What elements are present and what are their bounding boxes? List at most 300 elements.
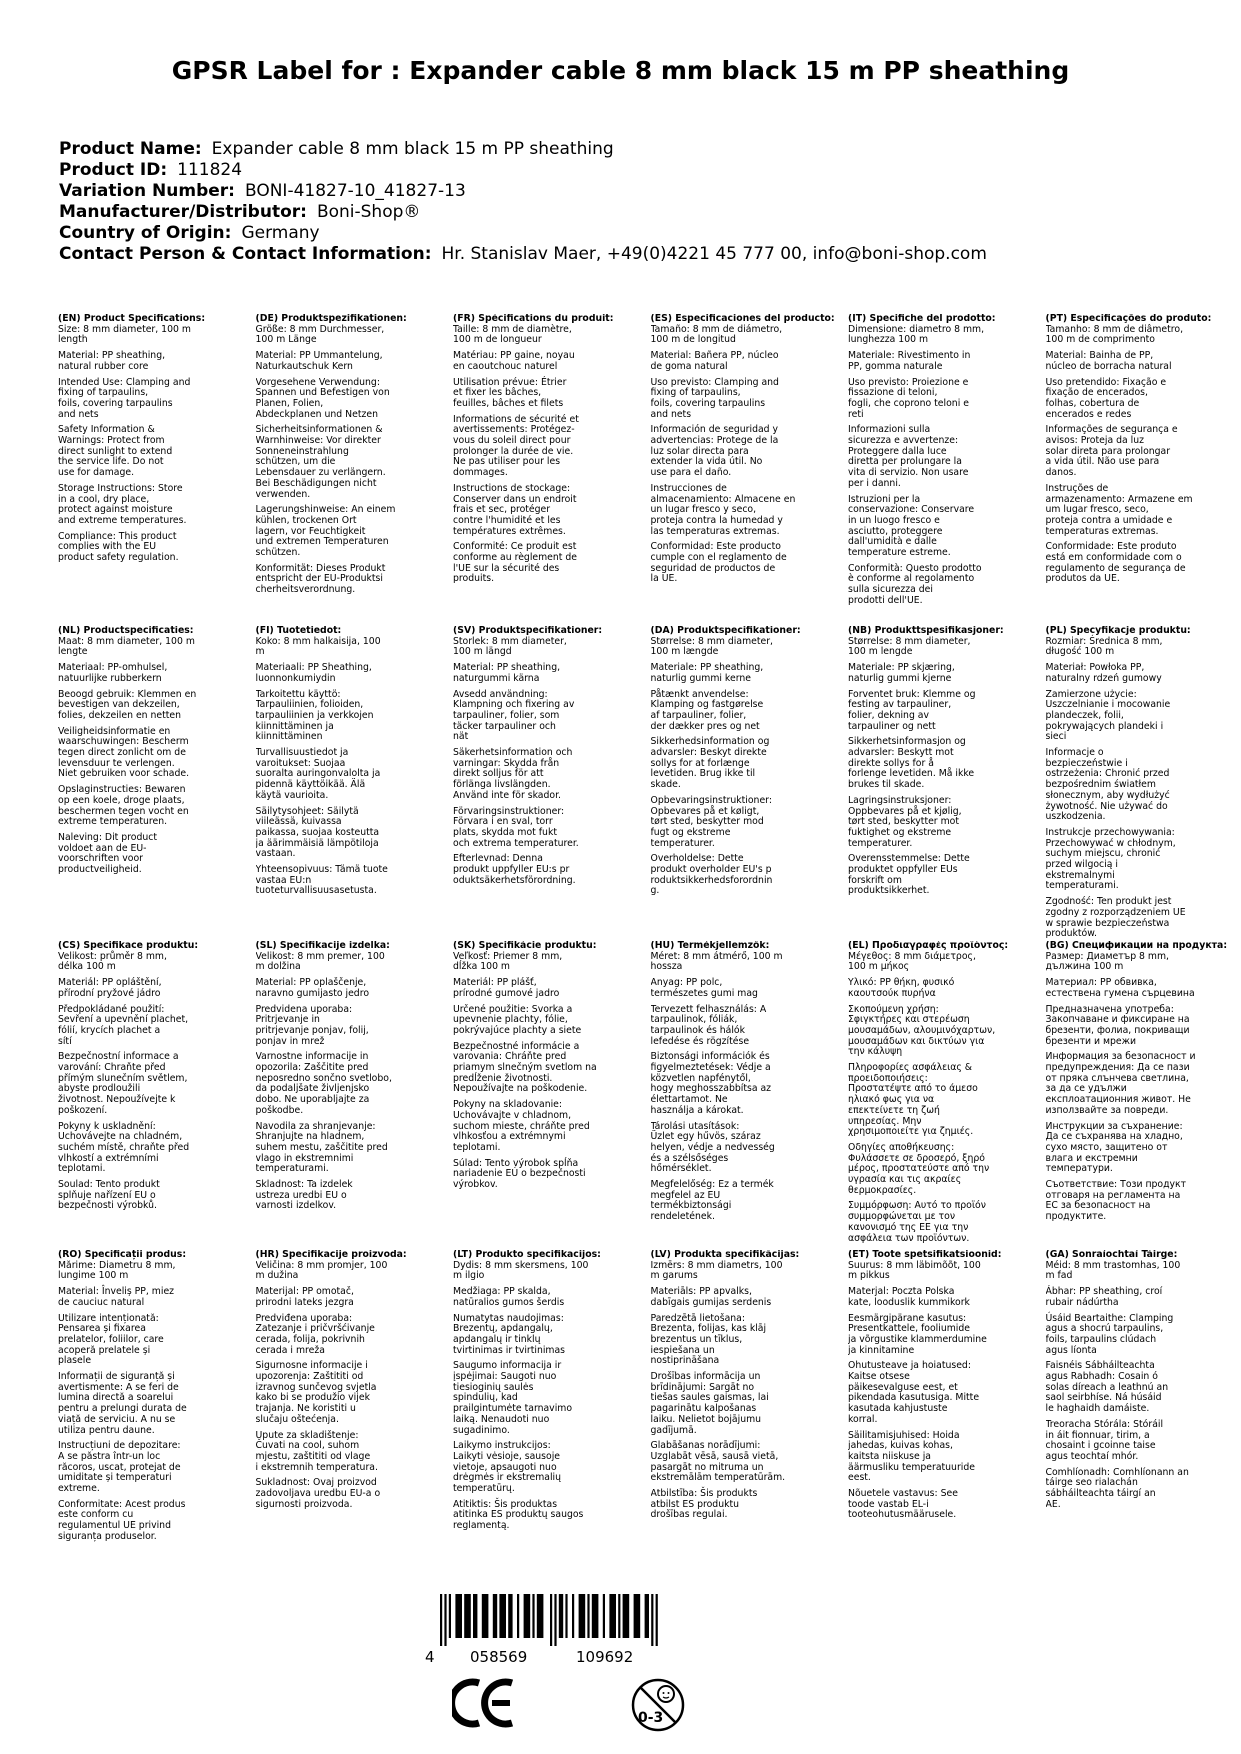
spec-line: avisos: Proteja da luz (1045, 435, 1145, 447)
spec-line: Méid: 8 mm trastomhas, 100 (1045, 1259, 1181, 1271)
spec-line: Utilizare intenționată: (58, 1312, 159, 1324)
spec-line: Velikost: 8 mm premer, 100 (255, 950, 385, 962)
spec-line: per i danni. (848, 477, 901, 489)
spec-line: vous du soleil direct pour (453, 435, 571, 447)
spec-line: Conformité: Ce produit est (453, 541, 577, 553)
spec-line: Materiaali: PP Sheathing, (255, 662, 372, 674)
spec-line: temperaturer. (848, 837, 913, 849)
spec-line: Materjal: Poczta Polska (848, 1286, 955, 1298)
barcode-bar (634, 1594, 641, 1638)
spec-line: und extremen Temperaturen (255, 536, 389, 548)
language-spec-heading: (PT) Especificações do produto: (1045, 314, 1212, 324)
spec-line: temperaturer. (650, 837, 715, 849)
spec-line: tegen direct zonlicht om de (58, 747, 186, 759)
spec-line: temperatūrų. (453, 1483, 515, 1495)
spec-line: agus a shocrú tarpaulins, (1045, 1323, 1164, 1335)
barcode-digits-right: 109692 (576, 1648, 634, 1666)
spec-line: conforme au règlement de (453, 552, 578, 564)
spec-line: zgodny z rozporządzeniem UE (1045, 906, 1186, 918)
spec-line: Nepoužívajte na poškodenie. (453, 1083, 588, 1095)
spec-line: foils, covering tarpaulins (58, 397, 173, 409)
language-spec-heading: (FI) Tuotetiedot: (255, 626, 342, 636)
spec-line: Nõuetele vastavus: See (848, 1488, 958, 1500)
spec-line: seguridad de productos de (650, 562, 776, 574)
spec-line: feuilles, bâches et filets (453, 397, 564, 409)
spec-line: extender la vida útil. No (650, 456, 763, 468)
spec-line: Förvara i en sval, torr (453, 816, 553, 828)
spec-line: Atbilstība: Šis produkts (650, 1488, 758, 1500)
spec-line: Zatezanje i pričvršćivanje (255, 1323, 375, 1335)
language-spec-block (1046, 626, 1241, 941)
barcode-bar (603, 1594, 605, 1638)
spec-line: Skladnost: Ta izdelek (255, 1179, 353, 1191)
barcode-bar (444, 1594, 446, 1646)
spec-line: Størrelse: 8 mm diameter, (650, 635, 774, 647)
spec-line: Instructions de stockage: (453, 482, 571, 494)
spec-line: Opbevaringsinstruktioner: (650, 794, 772, 806)
spec-line: asciutto, proteggere (848, 525, 943, 537)
spec-line: Materiaal: PP-omhulsel, (58, 662, 168, 674)
spec-line: siguranța produselor. (58, 1530, 157, 1542)
spec-line: μουσαμάδων, αλουμινόχαρτων, (848, 1024, 996, 1036)
spec-line: Conformità: Questo prodotto (848, 562, 982, 574)
spec-line: hőmérséklet. (650, 1163, 712, 1175)
barcode-bar (524, 1594, 531, 1638)
spec-line: Maat: 8 mm diameter, 100 m (58, 635, 195, 647)
barcode-bar (554, 1594, 556, 1646)
spec-line: luz solar directa para (650, 445, 749, 457)
spec-line: nostiprināšana (650, 1355, 720, 1367)
spec-line: teplotami. (453, 1141, 501, 1153)
spec-line: Vorgesehene Verwendung: (255, 376, 380, 388)
spec-line: forlenge levetiden. Må ikke (848, 768, 975, 780)
spec-line: Förvaringsinstruktioner: (453, 805, 565, 817)
spec-line: slučaju oštećenja. (255, 1413, 339, 1425)
spec-line: Συμμόρφωση: Αυτό το προϊόν (848, 1200, 986, 1212)
spec-line: pidennä käyttöikää. Älä (255, 779, 366, 791)
spec-line: solas díreach a leathnú an (1045, 1381, 1169, 1393)
label-footer (0, 1590, 1241, 1754)
spec-line: figyelmeztetések: Védje a (650, 1062, 771, 1074)
spec-line: přímým slunečním světlem, (58, 1072, 188, 1084)
barcode-bar (550, 1594, 552, 1646)
spec-line: varoitukset: Suojaa (255, 757, 346, 769)
spec-line: ηλιακό φως για να (848, 1094, 935, 1106)
spec-line: Anyag: PP polc, (650, 977, 723, 989)
language-spec-heading: (LT) Produkto specifikacijos: (453, 1250, 601, 1260)
spec-line: Opbevares på et køligt, (650, 805, 760, 817)
spec-line: schützen, um die (255, 456, 336, 468)
spec-line: le haghaidh damáiste. (1045, 1403, 1150, 1415)
language-spec-heading: (SL) Specifikacije izdelka: (255, 941, 390, 951)
spec-line: Informazioni sulla (848, 424, 931, 436)
spec-line: Méret: 8 mm átmérő, 100 m (650, 950, 783, 962)
spec-line: tarpauliner, folier, som (453, 709, 560, 721)
spec-line: Materiale: PP sheathing, (650, 662, 764, 674)
spec-line: varningar: Skydda från (453, 757, 560, 769)
spec-line: dobo. Ne uporabljajte za (255, 1094, 370, 1106)
language-spec-block (848, 1250, 1046, 1550)
language-spec-heading: (NL) Productspecificaties: (58, 626, 194, 636)
barcode-bar (651, 1594, 653, 1646)
info-value: BONI-41827-10_41827-13 (244, 181, 466, 201)
spec-line: iespiešana un (650, 1344, 715, 1356)
spec-line: Drošības informācija un (650, 1371, 761, 1383)
spec-line: foils, covering tarpaulins (650, 397, 766, 409)
spec-line: предупреждения: Да се пази (1045, 1062, 1190, 1074)
spec-line: Intended Use: Clamping and (58, 376, 191, 388)
spec-line: gadījumā. (650, 1424, 697, 1436)
spec-line: Ábhar: PP sheathing, croí (1045, 1286, 1163, 1298)
barcode-bar (618, 1594, 620, 1638)
spec-line: eest. (848, 1472, 871, 1484)
language-spec-block (256, 314, 454, 626)
spec-line: Overensstemmelse: Dette (848, 853, 970, 865)
spec-line: reglamentą. (453, 1520, 510, 1532)
spec-line: Matériau: PP gaine, noyau (453, 350, 575, 362)
spec-line: plandeczek, folii, (1045, 709, 1124, 721)
spec-line: Lebensdauer zu verlängern. (255, 467, 386, 479)
spec-line: fuktighet og ekstreme (848, 826, 952, 838)
spec-line: Uchovávejte na chladném, (58, 1131, 183, 1143)
ean-barcode (425, 1594, 740, 1666)
country-of-origin-row (59, 223, 987, 244)
spec-line: Lagerungshinweise: An einem (255, 504, 396, 516)
spec-line: przed wilgocią i (1045, 859, 1118, 871)
spec-line: forskrift om (848, 874, 902, 886)
spec-line: температури. (1045, 1163, 1113, 1175)
spec-line: Φυλάσσετε σε δροσερό, ξηρό (848, 1152, 985, 1164)
spec-line: Efterlevnad: Denna (453, 853, 543, 865)
spec-line: cerada, folija, pokrivnih (255, 1333, 365, 1345)
spec-line: m dolžina (255, 961, 301, 973)
language-spec-block (848, 626, 1046, 941)
info-value: Expander cable 8 mm black 15 m PP sheathing (211, 139, 614, 159)
spec-line: agus líonta (1045, 1344, 1097, 1356)
spec-line: брезенти, фолиа, покриващи (1045, 1024, 1190, 1036)
spec-line: toode vastab EL-i (848, 1498, 929, 1510)
spec-line: брезенти и мрежи (1045, 1035, 1137, 1047)
info-label: Country of Origin: (59, 223, 232, 243)
age-label: 0-3 (638, 1710, 664, 1726)
spec-line: Mărime: Diametru 8 mm, (58, 1259, 176, 1271)
spec-line: 100 m de comprimento (1045, 334, 1155, 346)
language-spec-block (651, 314, 849, 626)
language-spec-heading: (EL) Προδιαγραφές προϊόντος: (848, 941, 1009, 951)
spec-line: lefedése és rögzítése (650, 1035, 750, 1047)
language-spec-block (58, 314, 256, 626)
spec-line: Bei Beschädigungen nicht (255, 477, 377, 489)
spec-line: da podaljšate življenjsko (255, 1083, 370, 1095)
spec-line: dall'umidità e dalle (848, 536, 937, 548)
spec-line: Påtænkt anvendelse: (650, 688, 749, 700)
spec-line: um lugar fresco, seco, (1045, 504, 1149, 516)
spec-line: Informations de sécurité et (453, 413, 579, 425)
spec-line: vlago in ekstremnimi (255, 1152, 354, 1164)
spec-line: the service life. Do not (58, 456, 164, 468)
spec-line: Oppbevares på et kjølig, (848, 805, 962, 817)
language-spec-heading: (BG) Спецификации на продукта: (1045, 941, 1228, 951)
info-value: Germany (241, 223, 320, 243)
spec-line: životnost. Nepoužívejte k (58, 1094, 176, 1106)
spec-line: pokrývajúce plachty a siete (453, 1024, 582, 1036)
spec-line: естествена гумена сърцевина (1045, 987, 1195, 999)
spec-line: Material: Bainha de PP, (1045, 350, 1154, 362)
spec-line: prodotti dell'UE. (848, 594, 923, 606)
spec-line: Biztonsági információk és (650, 1051, 770, 1063)
spec-line: ЕС за безопасност на (1045, 1200, 1151, 1212)
spec-line: Größe: 8 mm Durchmesser, (255, 323, 385, 335)
spec-line: temperaturami. (255, 1163, 329, 1175)
language-spec-block (848, 314, 1046, 626)
spec-line: Informații de siguranță și (58, 1371, 175, 1383)
product-name-row (59, 139, 987, 160)
spec-line: Materiāls: PP apvalks, (650, 1286, 752, 1298)
spec-line: proteja contra a umidade e (1045, 514, 1173, 526)
spec-line: Spannen und Befestigen von (255, 387, 390, 399)
spec-line: vastaa EU:n (255, 874, 312, 886)
spec-line: temperaturas extremas. (1045, 525, 1159, 537)
spec-line: pasargāt no mitruma un (650, 1461, 764, 1473)
spec-line: käytä vaurioita. (255, 789, 329, 801)
spec-line: Przechowywać w chłodnym, (1045, 837, 1176, 849)
spec-line: Shranjujte na hladnem, (255, 1131, 365, 1143)
spec-line: entspricht der EU-Produktsi (255, 573, 383, 585)
spec-line: Beoogd gebruik: Klemmen en (58, 688, 197, 700)
spec-line: használja a károkat. (650, 1104, 744, 1116)
spec-line: and extreme temperatures. (58, 514, 187, 526)
spec-line: skade. (650, 779, 681, 791)
spec-line: der dækker pres og net (650, 720, 760, 732)
spec-line: prírodné gumové jadro (453, 987, 560, 999)
spec-line: fixação de encerados, (1045, 387, 1148, 399)
spec-line: trajanja. Ne koristiti u (255, 1403, 356, 1415)
spec-line: Rozmiar: Średnica 8 mm, (1045, 635, 1163, 647)
spec-line: сухо място, защитено от (1045, 1141, 1168, 1153)
spec-line: 100 m de longitud (650, 334, 736, 346)
spec-line: a vida útil. Não use para (1045, 456, 1160, 468)
spec-line: Размер: Диаметър 8 mm, (1045, 950, 1169, 962)
spec-line: dabīgais gumijas serdenis (650, 1296, 772, 1308)
spec-line: laiku. Nelietot bojājumu (650, 1413, 762, 1425)
spec-line: ostrzeżenia: Chronić przed (1045, 768, 1170, 780)
spec-line: Čuvati na cool, suhom (255, 1440, 360, 1452)
spec-line: Sevření a upevnění plachet, (58, 1014, 189, 1026)
spec-line: hogy meghosszabbítsa az (650, 1083, 772, 1095)
info-value: Hr. Stanislav Maer, +49(0)4221 45 777 00, info@boni-shop.com (441, 244, 987, 264)
spec-line: Varnostne informacije in (255, 1051, 369, 1063)
spec-line: sítí (58, 1035, 72, 1047)
spec-line: Använd inte för skador. (453, 789, 562, 801)
manufacturer-row (59, 202, 987, 223)
spec-line: neposredno sončno svetlobo, (255, 1072, 392, 1084)
spec-line: Kaitse otsese (848, 1371, 910, 1383)
spec-line: voldoet aan de EU- (58, 842, 147, 854)
spec-line: direct sunlight to extend (58, 445, 173, 457)
spec-line: sulla sicurezza dei (848, 584, 933, 596)
spec-line: voorschriften voor (58, 853, 143, 865)
spec-line: priamym slnečným svetlom na (453, 1062, 597, 1074)
spec-line: Instrucțiuni de depozitare: (58, 1440, 181, 1452)
barcode-bar (537, 1594, 544, 1638)
language-spec-grid (58, 314, 1238, 1550)
spec-line: Σκοπούμενη χρήση: (848, 1003, 939, 1015)
spec-line: fugt og ekstreme (650, 826, 731, 838)
spec-line: extreme. (58, 1483, 100, 1495)
spec-line: paikassa, suojaa kosteutta (255, 826, 380, 838)
spec-line: Proteggere dalla luce (848, 445, 947, 457)
spec-line: Información de seguridad y (650, 424, 779, 436)
spec-line: Pensarea și fixarea (58, 1323, 146, 1335)
spec-line: un lugar fresco y seco, (650, 504, 757, 516)
barcode-bar (572, 1594, 574, 1638)
spec-line: af tarpauliner, folier, (650, 709, 747, 721)
spec-line: saol seirbhíse. Ná húsáid (1045, 1392, 1162, 1404)
spec-line: extreme temperaturen. (58, 816, 168, 828)
barcode-bar (565, 1594, 567, 1638)
spec-line: produktet oppfyller EUs (848, 864, 958, 876)
spec-line: viileässä, kuivassa (255, 816, 342, 828)
spec-line: Μέγεθος: 8 mm διάμετρος, (848, 950, 976, 962)
spec-line: regulamento de segurança de (1045, 562, 1186, 574)
spec-line: Tarkoitettu käyttö: (255, 688, 341, 700)
spec-line: természetes gumi mag (650, 987, 758, 999)
spec-line: fólií, krycích plachet a (58, 1024, 161, 1036)
spec-line: Conformidade: Este produto (1045, 541, 1177, 553)
spec-line: Tárolási utasítások: (650, 1120, 740, 1132)
spec-line: 100 m längd (453, 646, 512, 658)
spec-line: żywotność. Nie używać do (1045, 800, 1168, 812)
spec-line: Uso previsto: Proiezione e (848, 376, 969, 388)
barcode-bar (532, 1594, 534, 1638)
spec-line: Lagringsinstruksjoner: (848, 794, 952, 806)
spec-line: răcoros, uscat, protejat de (58, 1461, 181, 1473)
barcode-bar (464, 1594, 471, 1638)
spec-line: varnosti izdelkov. (255, 1200, 337, 1212)
spec-line: festing av tarpauliner, (848, 699, 952, 711)
spec-line: Upute za skladištenje: (255, 1429, 359, 1441)
spec-line: danos. (1045, 467, 1077, 479)
spec-line: közvetlen napfénytől, (650, 1072, 751, 1084)
barcode-bar (517, 1594, 519, 1638)
spec-line: contre l'humidité et les (453, 514, 561, 526)
spec-line: luonnonkumiydin (255, 672, 336, 684)
spec-line: Bezpečnostní informace a (58, 1051, 179, 1063)
spec-line: poškození. (58, 1104, 108, 1116)
spec-line: natūralios gumos šerdis (453, 1296, 565, 1308)
language-spec-block (256, 626, 454, 941)
spec-line: Инструкции за съхранение: (1045, 1120, 1183, 1132)
spec-line: naturalny rdzeń gumowy (1045, 672, 1162, 684)
spec-line: waarschuwingen: Bescherm (58, 736, 189, 748)
spec-line: este conform cu (58, 1509, 134, 1521)
spec-line: Pokyny na skladovanie: (453, 1099, 563, 1111)
language-spec-heading: (LV) Produkta specifikācijas: (650, 1250, 800, 1260)
spec-line: bezpečnosti výrobků. (58, 1200, 157, 1212)
spec-line: Säkerhetsinformation och (453, 747, 573, 759)
spec-line: almacenamiento: Almacene en (650, 493, 796, 505)
language-spec-heading: (ES) Especificaciones del producto: (650, 314, 835, 324)
spec-line: abyste prodloužili (58, 1083, 141, 1095)
age-warning-svg (630, 1677, 686, 1733)
spec-line: está em conformidade com o (1045, 552, 1182, 564)
spec-line: Sigurnosne informacije i (255, 1360, 368, 1372)
spec-line: експлоатационния живот. Не (1045, 1094, 1191, 1106)
language-spec-block (453, 941, 651, 1250)
spec-line: Material: Înveliș PP, miez (58, 1286, 175, 1298)
spec-line: atitinka ES produktų saugos (453, 1509, 584, 1521)
spec-line: prailgintumėte tarnavimo (453, 1403, 573, 1415)
spec-line: núcleo de borracha natural (1045, 360, 1172, 372)
spec-line: Σφιγκτήρες και στερέωση (848, 1014, 970, 1026)
spec-line: zadovoljava uredbu EU-a o (255, 1488, 381, 1500)
spec-line: bezpośrednim światłem (1045, 779, 1156, 791)
spec-line: naturlig gummi kjerne (848, 672, 952, 684)
spec-line: drošības regulai. (650, 1509, 728, 1521)
spec-line: plasele (58, 1355, 92, 1367)
spec-line: splňuje nařízení EU o (58, 1189, 156, 1201)
spec-line: Klampning och fixering av (453, 699, 575, 711)
language-spec-block (58, 1250, 256, 1550)
spec-line: temperature estreme. (848, 547, 951, 559)
spec-line: słonecznym, aby wydłużyć (1045, 789, 1170, 801)
spec-line: encerados e redes (1045, 408, 1132, 420)
spec-line: ja äärimmäisiä lämpötiloja (255, 837, 379, 849)
spec-line: apdangalų ir tinklų (453, 1333, 541, 1345)
spec-line: è conforme al regolamento (848, 573, 975, 585)
spec-line: Tarpauliinien, folioiden, (255, 699, 364, 711)
spec-line: Istruzioni per la (848, 493, 921, 505)
spec-line: Materiál: PP opláštění, (58, 977, 162, 989)
barcode-bar (440, 1594, 442, 1646)
spec-line: Eesmärgipärane kasutus: (848, 1312, 967, 1324)
info-label: Product ID: (59, 160, 168, 180)
spec-line: varovania: Chráňte pred (453, 1051, 567, 1063)
spec-line: Předpokládané použití: (58, 1003, 165, 1015)
spec-line: Zgodność: Ten produkt jest (1045, 896, 1172, 908)
spec-line: Turvallisuustiedot ja (255, 747, 349, 759)
barcode-digits-left: 058569 (470, 1648, 528, 1666)
spec-line: jahedas, kuivas kohas, (848, 1440, 953, 1452)
spec-line: за да се удължи (1045, 1083, 1127, 1095)
spec-line: AE. (1045, 1498, 1061, 1510)
spec-line: levensduur te verlengen. (58, 757, 175, 769)
language-spec-block (256, 941, 454, 1250)
spec-line: използвайте за повреди. (1045, 1104, 1169, 1116)
spec-line: Veľkosť: Priemer 8 mm, (453, 950, 563, 962)
spec-line: Saugumo informacija ir (453, 1360, 562, 1372)
spec-line: lumina directă a soarelui (58, 1392, 174, 1404)
spec-line: sollys for at forlænge (650, 757, 750, 769)
spec-line: laiką. Nenaudoti nuo (453, 1413, 550, 1425)
spec-line: Treoracha Stórála: Stóráil (1045, 1418, 1164, 1430)
spec-line: μουσαμάδων και δικτύων για (848, 1035, 985, 1047)
spec-line: i ekstremnih temperatura. (255, 1461, 378, 1473)
spec-line: fixing of tarpaulins, (650, 387, 741, 399)
spec-line: kiinnittäminen ja (255, 720, 334, 732)
spec-line: Laikyti vėsioje, sausoje (453, 1450, 561, 1462)
spec-line: levetiden. Brug ikke til (650, 768, 756, 780)
spec-line: tuoteturvallisuusasetusta. (255, 885, 377, 897)
spec-line: kate, looduslik kummikork (848, 1296, 970, 1308)
spec-line: υπηρεσίας. Μην (848, 1115, 922, 1127)
spec-line: de goma natural (650, 360, 728, 372)
language-spec-heading: (CS) Specifikace produktu: (58, 941, 199, 951)
spec-line: 100 m lengde (848, 646, 913, 658)
spec-line: suchém místě, chraňte před (58, 1141, 190, 1153)
spec-line: Velikost: průměr 8 mm, (58, 950, 167, 962)
spec-line: rubair nádúrtha (1045, 1296, 1119, 1308)
